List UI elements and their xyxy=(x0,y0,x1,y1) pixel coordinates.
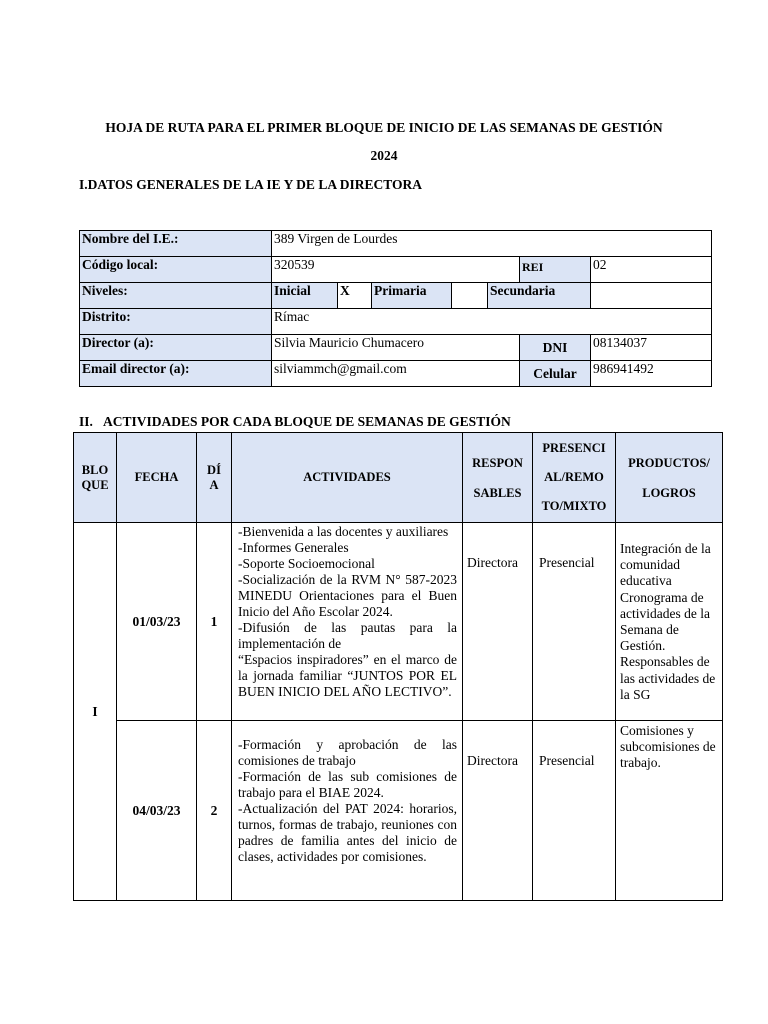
activities-table xyxy=(73,432,723,901)
productos-cell: Comisiones y subcomisiones de trabajo. xyxy=(616,721,723,901)
niveles-label: Niveles: xyxy=(80,283,272,309)
activity-item: -Actualización del PAT 2024: horarios, turnos, formas de trabajo, reuniones con padres de familia antes del inicio de clases, actividades por comisiones. xyxy=(238,801,457,864)
header-bloque xyxy=(74,433,117,523)
header-resp-line1: RESPON xyxy=(472,455,523,470)
bloque-cell: I xyxy=(74,523,117,901)
secundaria-mark xyxy=(591,283,712,309)
activity-item: -Difusión de las pautas para la implementación de xyxy=(238,620,457,651)
header-prod-line1: PRODUCTOS/ xyxy=(628,455,710,470)
activity-item: -Formación de las sub comisiones de trabajo para el BIAE 2024. xyxy=(238,769,457,800)
modalidad-cell: Presencial xyxy=(533,523,616,721)
header-mod-line1: PRESENCI xyxy=(542,441,606,455)
productos-cell: Integración de la comunidad educativa Cronograma de actividades de la Semana de Gestión. Responsables de las actividades de la SG xyxy=(616,523,723,721)
table-row xyxy=(80,335,712,361)
dni-value: 08134037 xyxy=(591,335,712,361)
table-row xyxy=(80,257,712,283)
header-mod-line3: TO/MIXTO xyxy=(541,499,607,513)
codigo-value: 320539 xyxy=(272,257,520,283)
header-responsables xyxy=(463,433,533,523)
header-bloque-line1: BLO xyxy=(81,462,109,477)
actividades-cell xyxy=(232,523,463,721)
document-title: HOJA DE RUTA PARA EL PRIMER BLOQUE DE INICIO DE LAS SEMANAS DE GESTIÓN xyxy=(105,120,663,135)
table-row xyxy=(80,361,712,387)
header-productos xyxy=(616,433,723,523)
inicial-mark: X xyxy=(338,283,372,309)
table-row xyxy=(80,283,712,309)
header-actividades: ACTIVIDADES xyxy=(232,433,463,523)
email-value: silviammch@gmail.com xyxy=(272,361,520,387)
activity-item: -Soporte Socioemocional xyxy=(238,556,375,571)
distrito-label: Distrito: xyxy=(80,309,272,335)
email-label: Email director (a): xyxy=(80,361,272,387)
dni-label: DNI xyxy=(520,335,591,361)
table-row xyxy=(74,523,723,721)
general-data-table xyxy=(79,230,712,387)
header-dia-line2: A xyxy=(209,477,219,492)
primaria-mark xyxy=(452,283,488,309)
header-prod-line2: LOGROS xyxy=(642,485,696,500)
modalidad-cell: Presencial xyxy=(533,721,616,901)
rei-label: REI xyxy=(520,257,591,283)
rei-value: 02 xyxy=(591,257,712,283)
header-modalidad xyxy=(533,433,616,523)
fecha-cell: 01/03/23 xyxy=(117,523,197,721)
table-row xyxy=(80,309,712,335)
header-dia-line1: DÍ xyxy=(207,462,221,477)
inicial-label: Inicial xyxy=(272,283,338,309)
header-resp-line2: SABLES xyxy=(473,485,522,500)
header-dia xyxy=(197,433,232,523)
director-label: Director (a): xyxy=(80,335,272,361)
dia-cell: 2 xyxy=(197,721,232,901)
distrito-value: Rímac xyxy=(272,309,712,335)
celular-label: Celular xyxy=(520,361,591,387)
activity-item: “Espacios inspiradores” en el marco de la jornada familiar “JUNTOS POR EL BUEN INICIO DEL AÑO LECTIVO”. xyxy=(238,652,457,699)
section-2-title: II. ACTIVIDADES POR CADA BLOQUE DE SEMANAS DE GESTIÓN xyxy=(79,414,511,429)
dia-cell: 1 xyxy=(197,523,232,721)
fecha-cell: 04/03/23 xyxy=(117,721,197,901)
nombre-value: 389 Virgen de Lourdes xyxy=(272,231,712,257)
section-1-title: I.DATOS GENERALES DE LA IE Y DE LA DIRECTORA xyxy=(79,177,422,192)
table-row xyxy=(74,721,723,901)
header-bloque-line2: QUE xyxy=(81,477,109,492)
actividades-cell xyxy=(232,721,463,901)
document-year: 2024 xyxy=(370,148,398,163)
activity-item: -Informes Generales xyxy=(238,540,349,555)
director-value: Silvia Mauricio Chumacero xyxy=(272,335,520,361)
activity-item: -Formación y aprobación de las comisiones de trabajo xyxy=(238,737,457,768)
table-row xyxy=(80,231,712,257)
activity-item: -Bienvenida a las docentes y auxiliares xyxy=(238,524,449,539)
secundaria-label: Secundaria xyxy=(488,283,591,309)
nombre-label: Nombre del I.E.: xyxy=(80,231,272,257)
primaria-label: Primaria xyxy=(372,283,452,309)
activity-item: -Socialización de la RVM N° 587-2023 MINEDU Orientaciones para el Buen Inicio del Año Escolar 2024. xyxy=(238,572,457,619)
codigo-label: Código local: xyxy=(80,257,272,283)
header-fecha: FECHA xyxy=(117,433,197,523)
celular-value: 986941492 xyxy=(591,361,712,387)
responsables-cell: Directora xyxy=(463,721,533,901)
header-row xyxy=(74,433,723,523)
header-mod-line2: AL/REMO xyxy=(544,470,604,484)
responsables-cell: Directora xyxy=(463,523,533,721)
